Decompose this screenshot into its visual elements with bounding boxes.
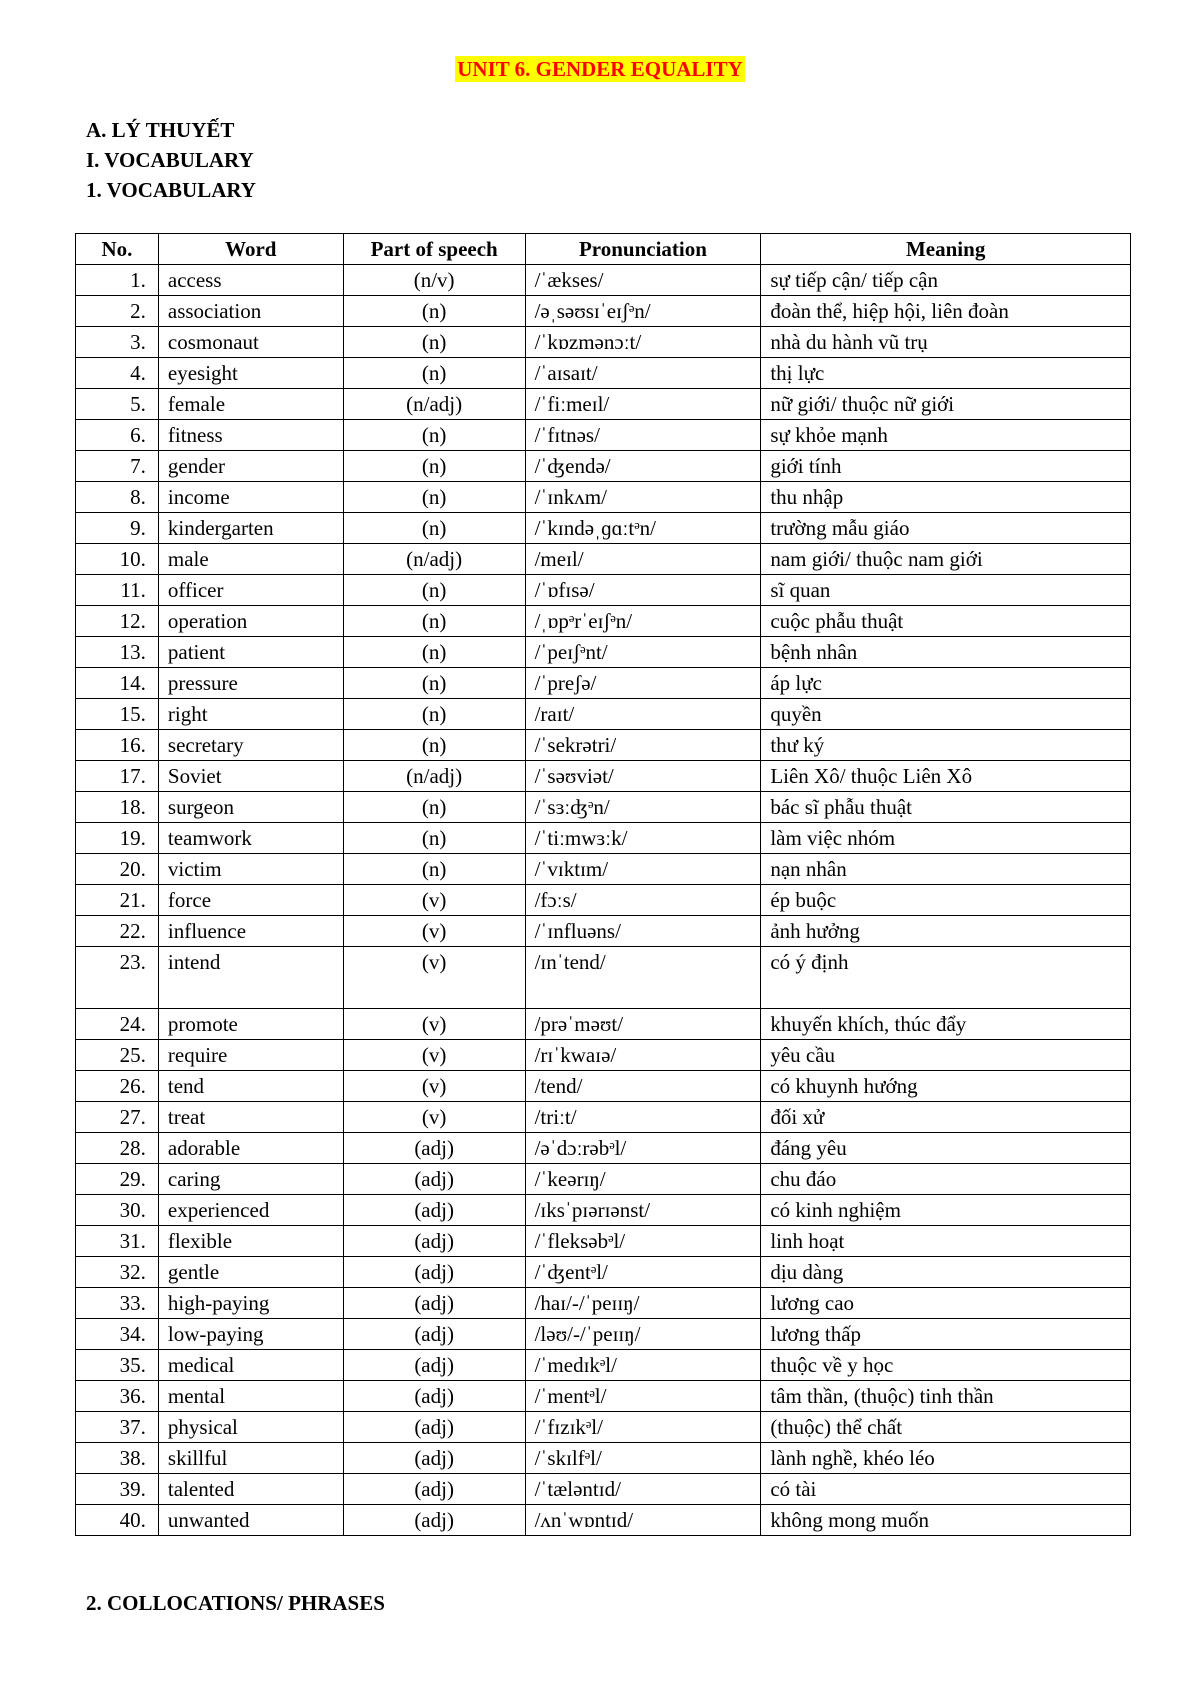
table-row	[76, 668, 1131, 699]
cell-pos: (adj)	[343, 1443, 525, 1474]
cell-pron: /ˈʤentᵊl/	[525, 1257, 761, 1288]
table-row	[76, 823, 1131, 854]
vocabulary-table	[75, 233, 1131, 1536]
cell-no: 16.	[76, 730, 159, 761]
cell-word: medical	[158, 1350, 343, 1381]
cell-pron: /triːt/	[525, 1102, 761, 1133]
table-row	[76, 1319, 1131, 1350]
cell-no: 9.	[76, 513, 159, 544]
cell-meaning: cuộc phẫu thuật	[761, 606, 1131, 637]
cell-word: caring	[158, 1164, 343, 1195]
cell-no: 27.	[76, 1102, 159, 1133]
header-part-of-speech: Part of speech	[343, 234, 525, 265]
cell-meaning: sự khỏe mạnh	[761, 420, 1131, 451]
cell-pos: (n)	[343, 482, 525, 513]
cell-word: mental	[158, 1381, 343, 1412]
cell-pron: /ˈsɜːʤᵊn/	[525, 792, 761, 823]
cell-meaning: linh hoạt	[761, 1226, 1131, 1257]
title-wrapper	[0, 56, 1200, 82]
cell-word: fitness	[158, 420, 343, 451]
cell-pos: (n)	[343, 606, 525, 637]
cell-no: 18.	[76, 792, 159, 823]
cell-pron: /raɪt/	[525, 699, 761, 730]
cell-word: tend	[158, 1071, 343, 1102]
cell-pron: /ˈɒfɪsə/	[525, 575, 761, 606]
cell-no: 10.	[76, 544, 159, 575]
cell-pos: (adj)	[343, 1288, 525, 1319]
cell-no: 35.	[76, 1350, 159, 1381]
cell-pos: (n)	[343, 823, 525, 854]
cell-word: male	[158, 544, 343, 575]
cell-pos: (n)	[343, 637, 525, 668]
cell-no: 40.	[76, 1505, 159, 1536]
cell-meaning: bệnh nhân	[761, 637, 1131, 668]
cell-word: physical	[158, 1412, 343, 1443]
cell-pos: (n)	[343, 358, 525, 389]
cell-pron: /ɪnˈtend/	[525, 947, 761, 1009]
cell-pos: (adj)	[343, 1381, 525, 1412]
cell-pron: /əˌsəʊsɪˈeɪʃᵊn/	[525, 296, 761, 327]
cell-no: 14.	[76, 668, 159, 699]
cell-meaning: khuyến khích, thúc đẩy	[761, 1009, 1131, 1040]
cell-pron: /prəˈməʊt/	[525, 1009, 761, 1040]
cell-word: experienced	[158, 1195, 343, 1226]
table-row	[76, 916, 1131, 947]
cell-pos: (n)	[343, 327, 525, 358]
cell-pos: (adj)	[343, 1319, 525, 1350]
cell-meaning: ép buộc	[761, 885, 1131, 916]
cell-meaning: chu đáo	[761, 1164, 1131, 1195]
cell-meaning: yêu cầu	[761, 1040, 1131, 1071]
cell-word: influence	[158, 916, 343, 947]
cell-meaning: tâm thần, (thuộc) tinh thần	[761, 1381, 1131, 1412]
cell-no: 25.	[76, 1040, 159, 1071]
cell-pron: /tend/	[525, 1071, 761, 1102]
cell-pron: /ʌnˈwɒntɪd/	[525, 1505, 761, 1536]
cell-pos: (adj)	[343, 1164, 525, 1195]
cell-pron: /ˈmentᵊl/	[525, 1381, 761, 1412]
cell-word: adorable	[158, 1133, 343, 1164]
cell-meaning: có ý định	[761, 947, 1131, 1009]
table-row	[76, 513, 1131, 544]
cell-word: pressure	[158, 668, 343, 699]
cell-no: 5.	[76, 389, 159, 420]
cell-word: female	[158, 389, 343, 420]
table-row	[76, 1257, 1131, 1288]
cell-meaning: đáng yêu	[761, 1133, 1131, 1164]
cell-pron: /ˈʤendə/	[525, 451, 761, 482]
cell-pron: /ˈpeɪʃᵊnt/	[525, 637, 761, 668]
cell-pos: (v)	[343, 1102, 525, 1133]
cell-no: 4.	[76, 358, 159, 389]
table-row	[76, 1505, 1131, 1536]
cell-pron: /ˌɒpᵊrˈeɪʃᵊn/	[525, 606, 761, 637]
header-word: Word	[158, 234, 343, 265]
cell-pron: /ˈsekrətri/	[525, 730, 761, 761]
cell-meaning: giới tính	[761, 451, 1131, 482]
table-row	[76, 1071, 1131, 1102]
table-row	[76, 389, 1131, 420]
table-row	[76, 1412, 1131, 1443]
cell-word: operation	[158, 606, 343, 637]
cell-meaning: nhà du hành vũ trụ	[761, 327, 1131, 358]
table-row	[76, 575, 1131, 606]
cell-word: secretary	[158, 730, 343, 761]
cell-pos: (n)	[343, 513, 525, 544]
cell-pron: /ɪksˈpɪərɪənst/	[525, 1195, 761, 1226]
cell-no: 21.	[76, 885, 159, 916]
cell-no: 34.	[76, 1319, 159, 1350]
table-row	[76, 885, 1131, 916]
cell-pron: /ˈkeərɪŋ/	[525, 1164, 761, 1195]
table-row	[76, 637, 1131, 668]
cell-pos: (n)	[343, 730, 525, 761]
cell-pos: (adj)	[343, 1505, 525, 1536]
cell-no: 2.	[76, 296, 159, 327]
cell-word: surgeon	[158, 792, 343, 823]
cell-meaning: thu nhập	[761, 482, 1131, 513]
cell-meaning: có kinh nghiệm	[761, 1195, 1131, 1226]
cell-pron: /ˈfleksəbᵊl/	[525, 1226, 761, 1257]
unit-title: UNIT 6. GENDER EQUALITY	[457, 57, 743, 81]
cell-word: promote	[158, 1009, 343, 1040]
cell-pron: /rɪˈkwaɪə/	[525, 1040, 761, 1071]
subsection-2-heading: 2. COLLOCATIONS/ PHRASES	[86, 1591, 385, 1615]
cell-meaning: dịu dàng	[761, 1257, 1131, 1288]
table-row	[76, 1040, 1131, 1071]
table-row	[76, 792, 1131, 823]
cell-pron: /ˈskɪlfᵊl/	[525, 1443, 761, 1474]
cell-meaning: thư ký	[761, 730, 1131, 761]
header-no: No.	[76, 234, 159, 265]
table-row	[76, 1195, 1131, 1226]
cell-no: 15.	[76, 699, 159, 730]
cell-no: 3.	[76, 327, 159, 358]
cell-pron: /ˈsəʊviət/	[525, 761, 761, 792]
cell-meaning: áp lực	[761, 668, 1131, 699]
table-row	[76, 420, 1131, 451]
cell-no: 36.	[76, 1381, 159, 1412]
table-header-row	[76, 234, 1131, 265]
cell-no: 38.	[76, 1443, 159, 1474]
cell-pos: (adj)	[343, 1257, 525, 1288]
table-row	[76, 1102, 1131, 1133]
cell-word: intend	[158, 947, 343, 1009]
table-row	[76, 854, 1131, 885]
cell-word: flexible	[158, 1226, 343, 1257]
cell-pron: /ˈɪnkʌm/	[525, 482, 761, 513]
cell-pos: (n)	[343, 792, 525, 823]
cell-meaning: đoàn thể, hiệp hội, liên đoàn	[761, 296, 1131, 327]
cell-no: 12.	[76, 606, 159, 637]
cell-pos: (n/adj)	[343, 389, 525, 420]
table-row	[76, 327, 1131, 358]
cell-pron: /ˈækses/	[525, 265, 761, 296]
cell-word: right	[158, 699, 343, 730]
cell-pron: /ˈmedɪkᵊl/	[525, 1350, 761, 1381]
cell-no: 33.	[76, 1288, 159, 1319]
cell-pos: (v)	[343, 1040, 525, 1071]
table-row	[76, 265, 1131, 296]
section-a-heading: A. LÝ THUYẾT	[86, 118, 235, 142]
cell-meaning: làm việc nhóm	[761, 823, 1131, 854]
cell-no: 13.	[76, 637, 159, 668]
table-row	[76, 482, 1131, 513]
cell-no: 29.	[76, 1164, 159, 1195]
cell-no: 24.	[76, 1009, 159, 1040]
cell-meaning: lương thấp	[761, 1319, 1131, 1350]
cell-pos: (n)	[343, 854, 525, 885]
cell-meaning: lành nghề, khéo léo	[761, 1443, 1131, 1474]
cell-word: talented	[158, 1474, 343, 1505]
table-row	[76, 358, 1131, 389]
cell-word: kindergarten	[158, 513, 343, 544]
cell-no: 11.	[76, 575, 159, 606]
table-row	[76, 606, 1131, 637]
cell-no: 32.	[76, 1257, 159, 1288]
cell-word: income	[158, 482, 343, 513]
cell-word: gender	[158, 451, 343, 482]
cell-no: 30.	[76, 1195, 159, 1226]
cell-pos: (v)	[343, 1071, 525, 1102]
cell-pos: (v)	[343, 916, 525, 947]
cell-pron: /fɔːs/	[525, 885, 761, 916]
cell-pos: (n)	[343, 296, 525, 327]
cell-word: unwanted	[158, 1505, 343, 1536]
cell-no: 8.	[76, 482, 159, 513]
cell-no: 22.	[76, 916, 159, 947]
table-row	[76, 451, 1131, 482]
header-meaning: Meaning	[761, 234, 1131, 265]
cell-pron: /ˈtiːmwɜːk/	[525, 823, 761, 854]
subsection-1-heading: 1. VOCABULARY	[86, 178, 256, 202]
cell-word: eyesight	[158, 358, 343, 389]
cell-pos: (n)	[343, 699, 525, 730]
cell-word: victim	[158, 854, 343, 885]
cell-meaning: có khuynh hướng	[761, 1071, 1131, 1102]
cell-word: high-paying	[158, 1288, 343, 1319]
table-row	[76, 544, 1131, 575]
cell-word: force	[158, 885, 343, 916]
cell-pron: /əˈdɔːrəbᵊl/	[525, 1133, 761, 1164]
table-row	[76, 1133, 1131, 1164]
cell-no: 7.	[76, 451, 159, 482]
cell-pos: (n/adj)	[343, 761, 525, 792]
cell-meaning: thị lực	[761, 358, 1131, 389]
cell-pron: /ˈtæləntɪd/	[525, 1474, 761, 1505]
table-row	[76, 1226, 1131, 1257]
cell-pos: (adj)	[343, 1195, 525, 1226]
cell-meaning: lương cao	[761, 1288, 1131, 1319]
cell-word: Soviet	[158, 761, 343, 792]
cell-pron: /ˈɪnfluəns/	[525, 916, 761, 947]
cell-pos: (n/v)	[343, 265, 525, 296]
cell-meaning: đối xử	[761, 1102, 1131, 1133]
cell-word: officer	[158, 575, 343, 606]
cell-meaning: trường mẫu giáo	[761, 513, 1131, 544]
cell-word: teamwork	[158, 823, 343, 854]
cell-pron: /ˈkɪndəˌɡɑːtᵊn/	[525, 513, 761, 544]
cell-pos: (adj)	[343, 1133, 525, 1164]
cell-meaning: quyền	[761, 699, 1131, 730]
cell-pos: (n)	[343, 420, 525, 451]
cell-pron: /ˈkɒzmənɔːt/	[525, 327, 761, 358]
cell-no: 23.	[76, 947, 159, 1009]
section-i-heading: I. VOCABULARY	[86, 148, 254, 172]
cell-meaning: nữ giới/ thuộc nữ giới	[761, 389, 1131, 420]
cell-pos: (v)	[343, 947, 525, 1009]
cell-word: treat	[158, 1102, 343, 1133]
cell-no: 19.	[76, 823, 159, 854]
cell-pos: (v)	[343, 1009, 525, 1040]
cell-no: 1.	[76, 265, 159, 296]
cell-pos: (n)	[343, 575, 525, 606]
cell-pos: (adj)	[343, 1226, 525, 1257]
cell-pos: (n)	[343, 668, 525, 699]
cell-pron: /ləʊ/-/ˈpeɪɪŋ/	[525, 1319, 761, 1350]
cell-word: association	[158, 296, 343, 327]
cell-pos: (adj)	[343, 1350, 525, 1381]
cell-pos: (n/adj)	[343, 544, 525, 575]
cell-no: 17.	[76, 761, 159, 792]
vocabulary-table-body	[76, 265, 1131, 1536]
cell-no: 28.	[76, 1133, 159, 1164]
cell-word: gentle	[158, 1257, 343, 1288]
cell-meaning: ảnh hưởng	[761, 916, 1131, 947]
table-row	[76, 761, 1131, 792]
cell-pron: /ˈfɪzɪkᵊl/	[525, 1412, 761, 1443]
cell-pron: /meɪl/	[525, 544, 761, 575]
cell-meaning: sự tiếp cận/ tiếp cận	[761, 265, 1131, 296]
table-row	[76, 699, 1131, 730]
cell-no: 31.	[76, 1226, 159, 1257]
cell-pron: /ˈfiːmeɪl/	[525, 389, 761, 420]
cell-meaning: (thuộc) thể chất	[761, 1412, 1131, 1443]
cell-no: 26.	[76, 1071, 159, 1102]
cell-no: 6.	[76, 420, 159, 451]
cell-pos: (adj)	[343, 1412, 525, 1443]
cell-word: require	[158, 1040, 343, 1071]
cell-meaning: thuộc về y học	[761, 1350, 1131, 1381]
cell-pos: (n)	[343, 451, 525, 482]
table-row	[76, 1474, 1131, 1505]
cell-pron: /ˈfɪtnəs/	[525, 420, 761, 451]
cell-pos: (v)	[343, 885, 525, 916]
cell-word: access	[158, 265, 343, 296]
cell-no: 39.	[76, 1474, 159, 1505]
cell-word: skillful	[158, 1443, 343, 1474]
cell-word: low-paying	[158, 1319, 343, 1350]
cell-pos: (adj)	[343, 1474, 525, 1505]
cell-pron: /ˈaɪsaɪt/	[525, 358, 761, 389]
table-row	[76, 1288, 1131, 1319]
cell-meaning: không mong muốn	[761, 1505, 1131, 1536]
cell-meaning: sĩ quan	[761, 575, 1131, 606]
cell-pron: /ˈpreʃə/	[525, 668, 761, 699]
table-row	[76, 1009, 1131, 1040]
cell-word: patient	[158, 637, 343, 668]
table-row	[76, 730, 1131, 761]
header-pronunciation: Pronunciation	[525, 234, 761, 265]
cell-no: 37.	[76, 1412, 159, 1443]
cell-pron: /haɪ/-/ˈpeɪɪŋ/	[525, 1288, 761, 1319]
cell-word: cosmonaut	[158, 327, 343, 358]
table-row	[76, 1443, 1131, 1474]
table-row	[76, 1350, 1131, 1381]
cell-meaning: Liên Xô/ thuộc Liên Xô	[761, 761, 1131, 792]
cell-meaning: bác sĩ phẫu thuật	[761, 792, 1131, 823]
cell-no: 20.	[76, 854, 159, 885]
cell-meaning: nạn nhân	[761, 854, 1131, 885]
table-row	[76, 1381, 1131, 1412]
cell-meaning: có tài	[761, 1474, 1131, 1505]
table-row	[76, 947, 1131, 1009]
table-row	[76, 296, 1131, 327]
cell-meaning: nam giới/ thuộc nam giới	[761, 544, 1131, 575]
cell-pron: /ˈvɪktɪm/	[525, 854, 761, 885]
table-row	[76, 1164, 1131, 1195]
